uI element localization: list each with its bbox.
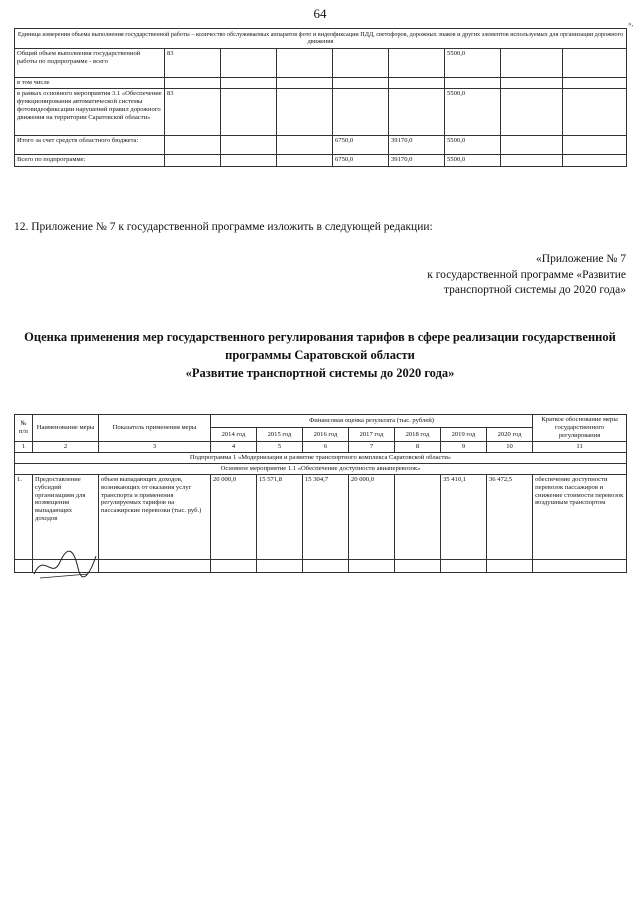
year-header: 2017 год xyxy=(349,428,395,441)
row-label: в рамках основного мероприятия 3.1 «Обеспечение функционирования автоматической системы фотовидеофиксации нарушений правил дорожного движения на территории Саратовской области» xyxy=(15,88,165,135)
table-cell xyxy=(501,154,563,166)
handwritten-signature xyxy=(30,544,100,584)
table-cell xyxy=(395,559,441,572)
estimate-2015: 15 571,8 xyxy=(257,474,303,559)
table-cell xyxy=(501,135,563,154)
table-cell: 39170,0 xyxy=(389,135,445,154)
table-cell xyxy=(389,88,445,135)
appendix-line: транспортной системы до 2020 года» xyxy=(443,284,626,297)
table-cell: 5500,0 xyxy=(445,154,501,166)
table-cell xyxy=(563,48,627,77)
table-cell xyxy=(277,135,333,154)
table-cell xyxy=(563,88,627,135)
estimate-2017: 20 000,0 xyxy=(349,474,395,559)
table-cell xyxy=(211,559,257,572)
title-line: Оценка применения мер государственного регулирования тарифов в сфере реализации государственной xyxy=(24,330,616,344)
column-index: 2 xyxy=(33,441,99,452)
column-index: 5 xyxy=(257,441,303,452)
subprogram-row xyxy=(15,452,627,463)
measure-justification: обеспечение доступности перевозок пассажиров и снижение стоимости перевозок воздушным транспортом xyxy=(533,474,627,559)
signature-scribble xyxy=(30,544,100,584)
table-cell xyxy=(445,77,501,88)
table-cell xyxy=(99,559,211,572)
year-header: 2014 год xyxy=(211,428,257,441)
table-row xyxy=(15,77,627,88)
column-index: 3 xyxy=(99,441,211,452)
year-header: 2020 год xyxy=(487,428,533,441)
table-row xyxy=(15,474,627,559)
estimate-2018 xyxy=(395,474,441,559)
table-cell xyxy=(501,77,563,88)
tariff-measures-table xyxy=(14,414,627,573)
table-cell: 6750,0 xyxy=(333,135,389,154)
measure-name: Предоставление субсидий организациям для возмещения выпадающих доходов xyxy=(33,474,99,559)
column-index: 8 xyxy=(395,441,441,452)
estimate-2014: 20 000,0 xyxy=(211,474,257,559)
document-title xyxy=(14,328,626,382)
table-cell xyxy=(165,77,221,88)
amendment-paragraph: 12. Приложение № 7 к государственной программе изложить в следующей редакции: xyxy=(14,221,433,233)
column-index: 6 xyxy=(303,441,349,452)
row-label: Общий объем выполнения государственной работы по подпрограмме - всего xyxy=(15,48,165,77)
unit-of-measure-header: Единица измерения объема выполнения государственной работы – количество обслуживаемых аппаратов фото и видеофиксации ПДД, светофоров, дорожных знаков и других элементов используемых для организации дорожного движения xyxy=(15,29,627,49)
year-header: 2018 год xyxy=(395,428,441,441)
table-cell: 5500,0 xyxy=(445,135,501,154)
col-header-justification: Краткое обоснование меры государственного регулирования xyxy=(533,415,627,442)
col-header-indicator: Показатель применения меры xyxy=(99,415,211,442)
margin-mark: », xyxy=(628,20,634,28)
col-header-num: № п/п xyxy=(15,415,33,442)
estimate-2019: 35 410,1 xyxy=(441,474,487,559)
table-cell: 5500,0 xyxy=(445,88,501,135)
table-cell xyxy=(221,154,277,166)
appendix-heading xyxy=(318,252,626,299)
table-row xyxy=(15,88,627,135)
table-cell xyxy=(349,559,395,572)
estimate-2020: 36 472,5 xyxy=(487,474,533,559)
title-line: программы Саратовской области xyxy=(225,348,415,363)
table-cell xyxy=(441,559,487,572)
table-cell: 5500,0 xyxy=(445,48,501,77)
table-cell: 6750,0 xyxy=(333,154,389,166)
main-event-row xyxy=(15,463,627,474)
main-event-title: Основное мероприятие 1.1 «Обеспечение доступности авиаперевозок» xyxy=(15,463,627,474)
table-cell xyxy=(533,559,627,572)
table-cell xyxy=(563,135,627,154)
row-num: 1. xyxy=(15,474,33,559)
work-volume-table xyxy=(14,28,627,167)
table-row xyxy=(15,154,627,166)
table-cell xyxy=(221,135,277,154)
page-number: 64 xyxy=(313,6,327,21)
table-cell xyxy=(277,77,333,88)
table-cell xyxy=(277,88,333,135)
header-row xyxy=(15,415,627,428)
estimate-2016: 15 304,7 xyxy=(303,474,349,559)
appendix-line: «Приложение № 7 xyxy=(536,253,626,265)
col-header-name: Наименование меры xyxy=(33,415,99,442)
table-row xyxy=(15,135,627,154)
table-cell xyxy=(333,88,389,135)
table-row xyxy=(15,48,627,77)
table-cell xyxy=(257,559,303,572)
table-cell xyxy=(501,48,563,77)
table-cell xyxy=(389,48,445,77)
row-label: Всего по подпрограмме: xyxy=(15,154,165,166)
column-index: 9 xyxy=(441,441,487,452)
table-cell: 83 xyxy=(165,48,221,77)
measure-indicator: объем выпадающих доходов, возникающих от оказания услуг транспорта и применения регулируемых тарифов на пассажирские перевозки (тыс. руб.) xyxy=(99,474,211,559)
row-label: в том числе xyxy=(15,77,165,88)
column-index-row xyxy=(15,441,627,452)
table-cell xyxy=(487,559,533,572)
table-cell xyxy=(277,154,333,166)
table-cell xyxy=(501,88,563,135)
appendix-line: к государственной программе «Развитие xyxy=(427,268,626,281)
table-cell xyxy=(165,135,221,154)
table-cell xyxy=(303,559,349,572)
year-header: 2016 год xyxy=(303,428,349,441)
table-cell xyxy=(221,48,277,77)
table-cell xyxy=(389,77,445,88)
table-cell xyxy=(563,77,627,88)
column-index: 4 xyxy=(211,441,257,452)
table-row xyxy=(15,559,627,572)
table-cell xyxy=(563,154,627,166)
table-cell xyxy=(277,48,333,77)
table-cell xyxy=(165,154,221,166)
table-cell: 39170,0 xyxy=(389,154,445,166)
year-header: 2019 год xyxy=(441,428,487,441)
table-cell xyxy=(221,88,277,135)
column-index: 11 xyxy=(533,441,627,452)
table-cell: 83 xyxy=(165,88,221,135)
subprogram-title: Подпрограмма 1 «Модернизация и развитие транспортного комплекса Саратовской области» xyxy=(15,452,627,463)
table-cell xyxy=(333,77,389,88)
table-cell xyxy=(333,48,389,77)
column-index: 10 xyxy=(487,441,533,452)
year-header: 2015 год xyxy=(257,428,303,441)
row-label: Итого за счет средств областного бюджета: xyxy=(15,135,165,154)
col-header-estimate: Финансовая оценка результата (тыс. рублей) xyxy=(211,415,533,428)
table-cell xyxy=(221,77,277,88)
column-index: 7 xyxy=(349,441,395,452)
title-line: «Развитие транспортной системы до 2020 года» xyxy=(185,366,455,381)
column-index: 1 xyxy=(15,441,33,452)
